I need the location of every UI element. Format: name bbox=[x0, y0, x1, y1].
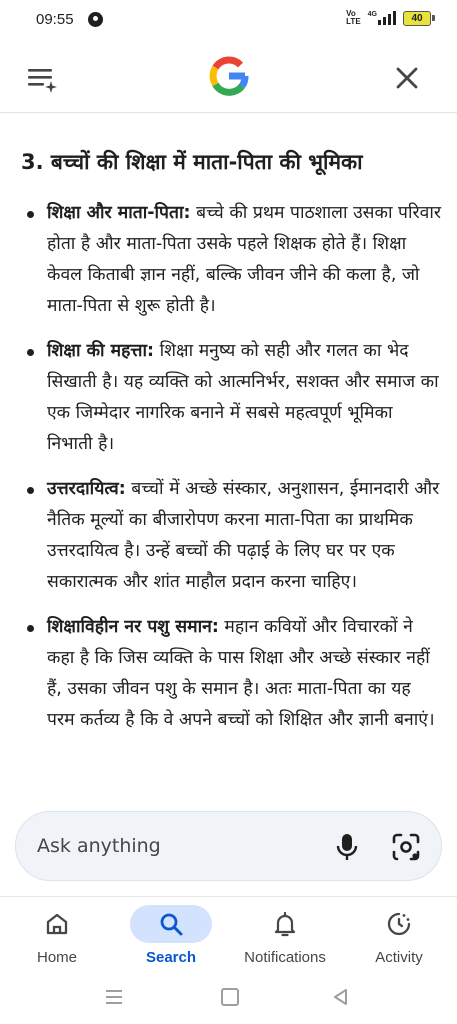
list-item bbox=[0, 336, 457, 460]
point-term: उत्तरदायित्व: bbox=[47, 479, 126, 499]
search-icon bbox=[157, 910, 185, 938]
nav-home[interactable] bbox=[0, 897, 114, 981]
point-text: शिक्षा मनुष्य को सही और गलत का भेद सिखाती है। यह व्यक्ति को आत्मनिर्भर, सशक्त और समाज का एक जिम्मेदार नागरिक बनाने में सबसे महत्वपूर्ण भूमिका निभाती है। bbox=[47, 341, 439, 454]
point-text: बच्चों में अच्छे संस्कार, अनुशासन, ईमानदारी और नैतिक मूल्यों का बीजारोपण करना माता-पिता का प्राथमिक उत्तरदायित्व है। उन्हें बच्चों की पढ़ाई के लिए घर पर एक सकारात्मक और शांत माहौल प्रदान करना चाहिए। bbox=[47, 479, 440, 592]
nav-label: Home bbox=[36, 949, 77, 966]
answer-content bbox=[0, 140, 457, 736]
nav-label: Activity bbox=[375, 949, 423, 966]
ask-input[interactable] bbox=[15, 811, 442, 881]
app-bar bbox=[0, 44, 457, 113]
recent-apps-icon[interactable] bbox=[104, 988, 124, 1006]
close-icon[interactable] bbox=[392, 63, 422, 93]
menu-sparkle-icon[interactable] bbox=[26, 64, 58, 94]
nav-search[interactable] bbox=[114, 897, 228, 981]
point-term: शिक्षाविहीन नर पशु समान: bbox=[47, 617, 219, 637]
status-bar bbox=[0, 0, 457, 44]
status-icons bbox=[346, 10, 431, 26]
point-text: बच्चे की प्रथम पाठशाला उसका परिवार होता है और माता-पिता उसके पहले शिक्षक होते हैं। शिक्षा केवल किताबी ज्ञान नहीं, बल्कि जीवन जीने की कला है, जो माता-पिता से शुरू होती है। bbox=[47, 203, 442, 316]
ask-placeholder: Ask anything bbox=[37, 835, 161, 857]
point-term: शिक्षा और माता-पिता: bbox=[47, 203, 191, 223]
battery-icon: 40 bbox=[403, 11, 431, 26]
back-icon[interactable] bbox=[331, 987, 349, 1007]
nav-label: Notifications bbox=[244, 949, 326, 966]
nav-activity[interactable] bbox=[342, 897, 456, 981]
point-text: महान कवियों और विचारकों ने कहा है कि जिस व्यक्ति के पास शिक्षा और अच्छे संस्कार नहीं हैं, उसका जीवन पशु के समान है। अतः माता-पिता का यह परम कर्तव्य है कि वे अपने बच्चों को शिक्षित और ज्ञानी बनाएं। bbox=[47, 617, 435, 730]
data-saver-icon bbox=[88, 12, 103, 27]
nav-label: Search bbox=[145, 949, 197, 966]
bullet-list bbox=[0, 198, 457, 736]
list-item bbox=[0, 474, 457, 598]
activity-icon bbox=[385, 910, 413, 938]
google-logo bbox=[209, 56, 249, 96]
mic-icon[interactable] bbox=[333, 832, 361, 862]
list-item bbox=[0, 198, 457, 322]
bottom-navigation bbox=[0, 896, 457, 981]
section-heading: 3. बच्चों की शिक्षा में माता-पिता की भूमिका bbox=[21, 150, 363, 174]
system-navigation-bar bbox=[0, 980, 457, 1024]
nav-notifications[interactable] bbox=[228, 897, 342, 981]
home-icon bbox=[43, 910, 71, 938]
list-item bbox=[0, 612, 457, 736]
status-time: 09:55 bbox=[36, 11, 74, 28]
point-term: शिक्षा की महत्ता: bbox=[47, 341, 155, 361]
lens-camera-icon[interactable] bbox=[391, 832, 421, 862]
volte-icon: Vo LTE bbox=[346, 9, 361, 26]
bell-icon bbox=[271, 910, 299, 938]
home-system-icon[interactable] bbox=[221, 988, 239, 1006]
signal-icon: 4G bbox=[368, 11, 396, 25]
